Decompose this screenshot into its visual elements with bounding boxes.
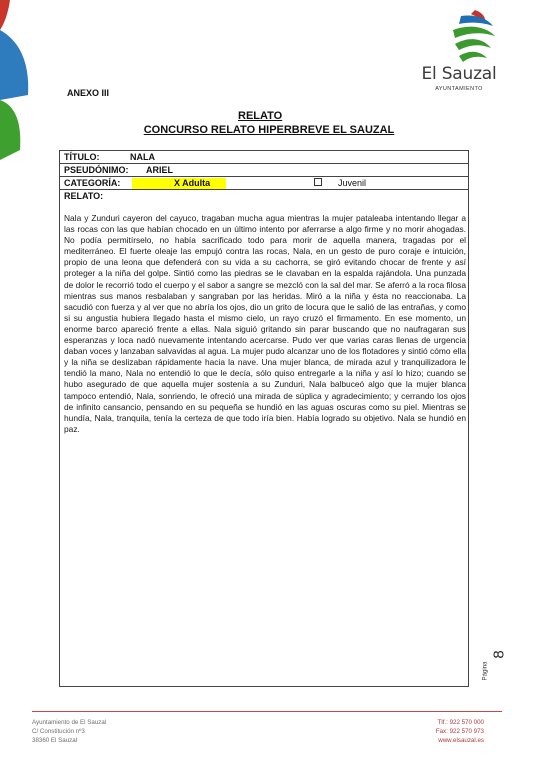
titulo-label: TÍTULO:	[64, 152, 100, 162]
annex-label: ANEXO III	[67, 88, 110, 98]
page-number	[482, 620, 518, 700]
footer-fax: Fax: 922 570 973	[435, 728, 484, 735]
footer-address-line: 38360 El Sauzal	[32, 737, 78, 744]
logo-name: El Sauzal	[421, 64, 497, 84]
pseudonimo-value: ARIEL	[146, 165, 173, 175]
page-number-value: 8	[490, 650, 508, 659]
categoria-label: CATEGORÍA:	[64, 178, 121, 188]
entry-form	[59, 150, 469, 687]
pseudonimo-row	[60, 164, 468, 177]
document-subtitle: CONCURSO RELATO HIPERBREVE EL SAUZAL	[143, 124, 395, 136]
footer-address-line: C/ Constitución nº3	[32, 728, 85, 735]
footer-contact	[418, 718, 484, 745]
categoria-row	[60, 177, 468, 190]
titulo-row	[60, 151, 468, 164]
decorative-swoosh	[0, 0, 40, 160]
pseudonimo-label: PSEUDÓNIMO:	[64, 165, 129, 175]
juvenil-label: Juvenil	[338, 178, 367, 188]
el-sauzal-logo-icon	[445, 8, 497, 64]
footer-address-line: Ayuntamiento de El Sauzal	[32, 719, 107, 726]
footer-phone: Tlf.: 922 570 000	[437, 719, 484, 726]
titulo-value: NALA	[130, 152, 155, 162]
footer-website[interactable]: www.elsauzal.es	[438, 737, 484, 744]
relato-text: Nala y Zunduri cayeron del cayuco, tragaban mucha agua mientras la mujer pataleaba intentando llegar a las rocas con las que habían chocado en un último intento por aferrarse a algo firme y no morir ahogadas. No podía permitírselo, no había sacrificado todo para morir de aquella manera, tragadas por el mediterráneo. El fuerte oleaje las empujó contra las rocas, Nala, en un gesto de puro coraje e intuición, propio de una leona que defenderá con su vida a su cachorra, se giró evitando chocar de frente y así proteger a la niña del golpe. Sintió como las piedras se le clavaban en la espalda rajándola. Una punzada de dolor le recorrió todo el cuerpo y el sabor a sangre se mezcló con la sal del mar. Se aferró a la roca filosa mientras sus manos resbalaban y sangraban por las heridas. Miró a la niña y ésta no reaccionaba. La sacudió con fuerza y al ver que no abría los ojos, dio un grito de locura que le salió de las entrañas, y como si su angustia hubiera llegado hasta el mismo cielo, un rayo cruzó el firmamento. En ese momento, un enorme barco apareció frente a ellas. Nala siguió gritando sin parar buscando que no naufragaran sus esperanzas y loca nadó nuevamente intentando acercarse. Pudo ver que varias caras llenas de urgencia daban voces y lanzaban salvavidas al agua. La mujer pudo alcanzar uno de los flotadores y sintió cómo ella y la niña se deslizaban rápidamente hacia la nave. Una mujer blanca, de mirada azul y tranquilizadora le tendió la mano, Nala no entendió lo que le decía, sólo quiso entregarle a la niña y así lo hizo; cuando se hubo asegurado de que aquella mujer sostenía a su Zunduri, Nala balbuceó algo que la mujer blanca tampoco entendió, Nala, sonriendo, le ofreció una mirada de súplica y agradecimiento; y cerrando los ojos de infinito cansancio, pensando en su pequeña se hundió en las aguas oscuras como su piel. Mientras se hundía, Nala, tranquila, tenía la certeza de que todo iría bien. Había logrado su objetivo. Nala se hundió en paz.	[64, 213, 466, 434]
page-label: Página	[482, 661, 489, 681]
logo-subtitle: AYUNTAMIENTO	[435, 86, 483, 92]
juvenil-checkbox[interactable]	[314, 178, 322, 186]
relato-label: RELATO:	[64, 191, 104, 201]
footer-address	[32, 718, 106, 745]
footer-divider	[32, 711, 502, 712]
categoria-highlight	[132, 178, 226, 189]
document-title: RELATO	[238, 110, 283, 122]
categoria-selected: X Adulta	[174, 178, 211, 188]
